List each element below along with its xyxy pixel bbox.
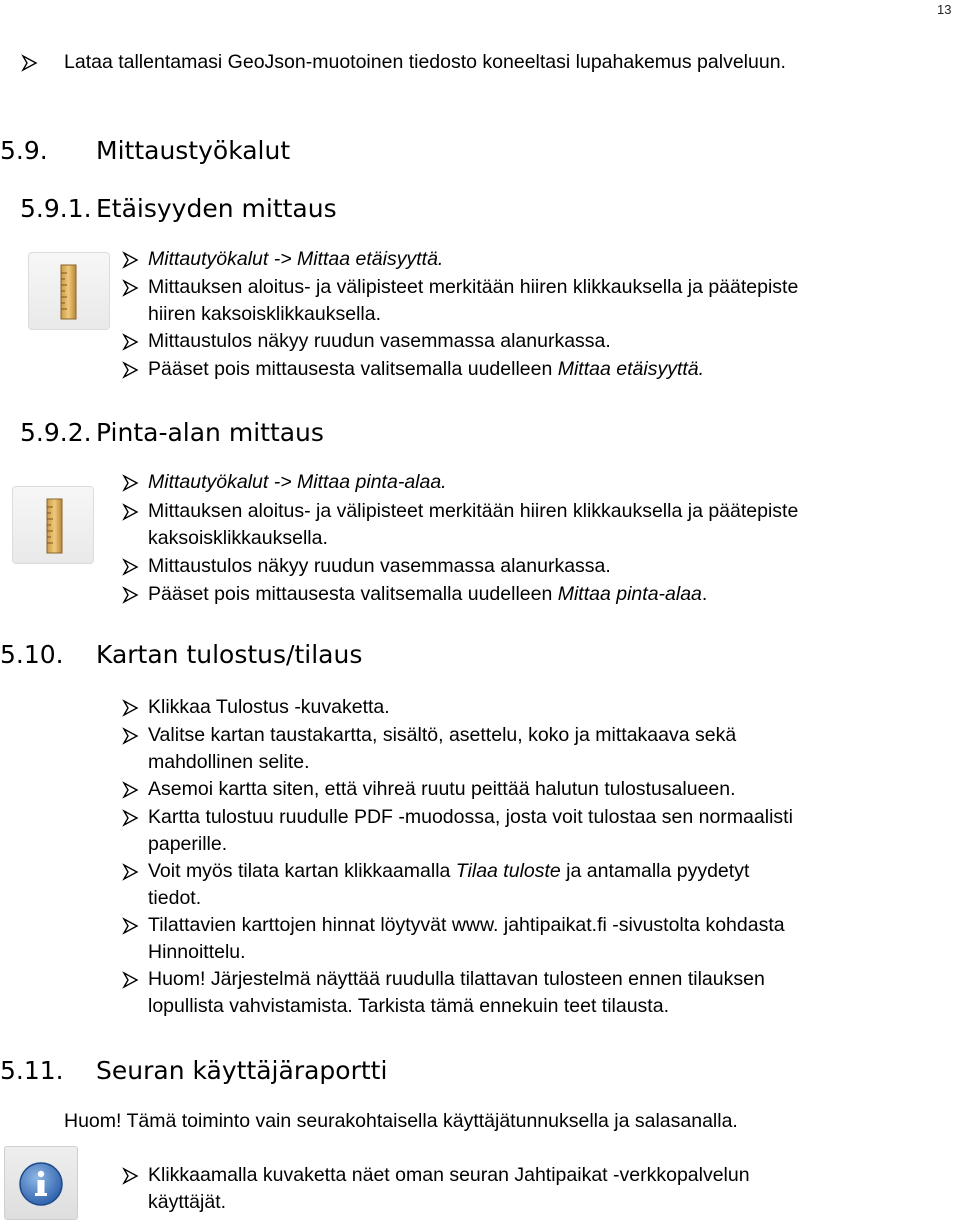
bullet-arrow-icon xyxy=(121,916,141,936)
s511-note: Huom! Tämä toiminto vain seurakohtaisella käyttäjätunnuksella ja salasanalla. xyxy=(64,1110,738,1132)
s510-bullet-4-line-1: Kartta tulostuu ruudulle PDF -muodossa, josta voit tulostaa sen normaalisti xyxy=(148,806,793,828)
bullet-arrow-icon xyxy=(121,557,141,577)
s510-bullet-5-line-2: tiedot. xyxy=(148,887,202,909)
s510-bullet-6-line-1: Tilattavien karttojen hinnat löytyvät www. jahtipaikat.fi -sivustolta kohdasta xyxy=(148,914,785,936)
section-5-11-number: 5.11. xyxy=(0,1056,64,1085)
s511-bullet-1-line-1: Klikkaamalla kuvaketta näet oman seuran Jahtipaikat -verkkopalvelun xyxy=(148,1164,750,1186)
s591-bullet-3: Mittaustulos näkyy ruudun vasemmassa alanurkassa. xyxy=(148,330,611,352)
bullet-arrow-icon xyxy=(121,473,141,493)
info-icon xyxy=(4,1146,78,1220)
ruler-icon xyxy=(12,486,94,564)
s592-bullet-2-line-1: Mittauksen aloitus- ja välipisteet merkitään hiiren klikkauksella ja päätepiste xyxy=(148,500,799,522)
bullet-arrow-icon xyxy=(121,970,141,990)
section-5-9-2-title: Pinta-alan mittaus xyxy=(96,418,324,447)
bullet-arrow-icon xyxy=(121,332,141,352)
bullet-arrow-icon xyxy=(121,278,141,298)
bullet-arrow-icon xyxy=(121,726,141,746)
s592-bullet-1: Mittautyökalut -> Mittaa pinta-alaa. xyxy=(148,471,447,493)
section-5-9-1-title: Etäisyyden mittaus xyxy=(96,194,337,223)
s510-bullet-6-line-2: Hinnoittelu. xyxy=(148,941,246,963)
section-5-10-title: Kartan tulostus/tilaus xyxy=(96,640,363,669)
bullet-arrow-icon xyxy=(121,502,141,522)
s591-bullet-1: Mittautyökalut -> Mittaa etäisyyttä. xyxy=(148,248,444,270)
section-5-9-1-number: 5.9.1. xyxy=(20,194,92,223)
bullet-arrow-icon xyxy=(121,862,141,882)
s592-bullet-2-line-2: kaksoisklikkauksella. xyxy=(148,527,328,549)
s510-bullet-4-line-2: paperille. xyxy=(148,833,228,855)
s591-bullet-2-line-1: Mittauksen aloitus- ja välipisteet merkitään hiiren klikkauksella ja päätepiste xyxy=(148,276,799,298)
bullet-arrow-icon xyxy=(121,360,141,380)
s591-bullet-2-line-2: hiiren kaksoisklikkauksella. xyxy=(148,303,382,325)
s511-bullet-1-line-2: käyttäjät. xyxy=(148,1191,227,1213)
bullet-arrow-icon xyxy=(121,780,141,800)
page-number: 13 xyxy=(937,2,952,17)
s592-bullet-4: Pääset pois mittausesta valitsemalla uudelleen Mittaa pinta-alaa. xyxy=(148,583,708,605)
bullet-arrow-icon xyxy=(20,53,40,73)
bullet-arrow-icon xyxy=(121,250,141,270)
s510-bullet-1: Klikkaa Tulostus -kuvaketta. xyxy=(148,696,390,718)
bullet-arrow-icon xyxy=(121,808,141,828)
intro-bullet-text: Lataa tallentamasi GeoJson-muotoinen tiedosto koneeltasi lupahakemus palveluun. xyxy=(64,51,786,73)
section-5-9-2-number: 5.9.2. xyxy=(20,418,92,447)
bullet-arrow-icon xyxy=(121,698,141,718)
section-5-9-title: Mittaustyökalut xyxy=(96,136,291,165)
s510-bullet-5-line-1: Voit myös tilata kartan klikkaamalla Tilaa tuloste ja antamalla pyydetyt xyxy=(148,860,750,882)
s510-bullet-3: Asemoi kartta siten, että vihreä ruutu peittää halutun tulostusalueen. xyxy=(148,778,736,800)
section-5-11-title: Seuran käyttäjäraportti xyxy=(96,1056,388,1085)
section-5-9-number: 5.9. xyxy=(0,136,48,165)
section-5-10-number: 5.10. xyxy=(0,640,64,669)
s510-bullet-2-line-1: Valitse kartan taustakartta, sisältö, asettelu, koko ja mittakaava sekä xyxy=(148,724,737,746)
s591-bullet-4: Pääset pois mittausesta valitsemalla uudelleen Mittaa etäisyyttä. xyxy=(148,358,705,380)
s510-bullet-7-line-2: lopullista vahvistamista. Tarkista tämä ennekuin teet tilausta. xyxy=(148,995,669,1017)
s510-bullet-2-line-2: mahdollinen selite. xyxy=(148,751,310,773)
s592-bullet-3: Mittaustulos näkyy ruudun vasemmassa alanurkassa. xyxy=(148,555,611,577)
bullet-arrow-icon xyxy=(121,585,141,605)
ruler-icon xyxy=(28,252,110,330)
bullet-arrow-icon xyxy=(121,1166,141,1186)
s510-bullet-7-line-1: Huom! Järjestelmä näyttää ruudulla tilattavan tulosteen ennen tilauksen xyxy=(148,968,765,990)
